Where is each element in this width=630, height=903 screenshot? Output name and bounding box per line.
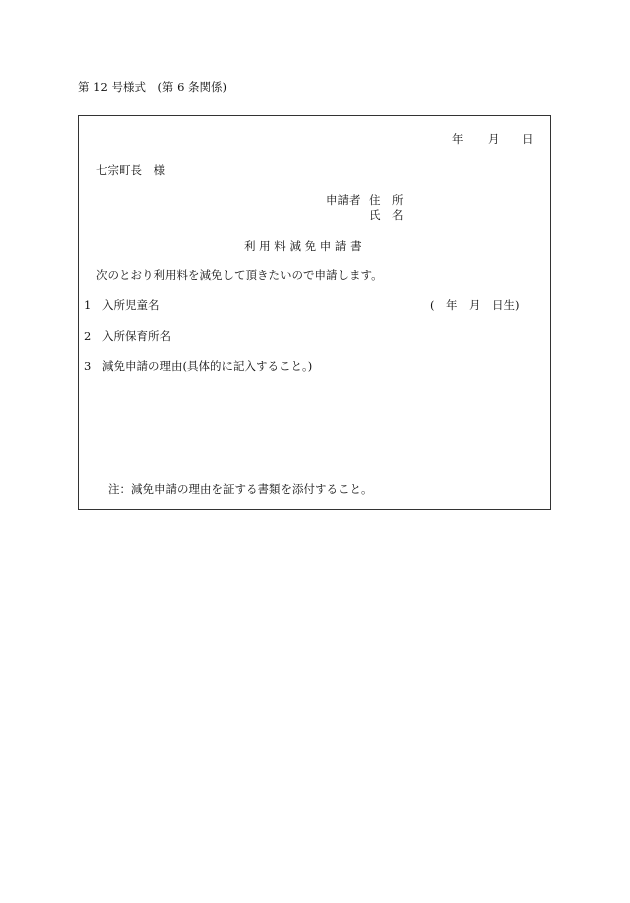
- birth-date: ( 年 月 日生): [430, 298, 520, 312]
- addressee: 七宗町長 様: [96, 163, 165, 177]
- date-line: [452, 132, 534, 146]
- item-3-label: 減免申請の理由(具体的に記入すること。): [102, 359, 313, 373]
- date-day-label: 日: [522, 132, 534, 146]
- applicant-name-label: 氏 名: [369, 208, 404, 222]
- form-number: 第 12 号様式 (第 6 条関係): [78, 80, 228, 94]
- date-year-label: 年: [452, 132, 464, 146]
- footnote: 注：減免申請の理由を証する書類を添付すること。: [108, 482, 373, 496]
- item-1-label: 入所児童名: [102, 298, 160, 312]
- intro-text: 次のとおり利用料を減免して頂きたいので申請します。: [96, 268, 383, 282]
- date-month-label: 月: [488, 132, 500, 146]
- item-1-number: 1: [84, 298, 92, 312]
- item-2-number: 2: [84, 329, 92, 343]
- applicant-label: 申請者: [326, 193, 361, 207]
- applicant-address-label: 住 所: [369, 193, 404, 207]
- item-3-number: 3: [84, 359, 92, 373]
- item-2-label: 入所保育所名: [102, 329, 171, 343]
- form-title: 利 用 料 減 免 申 請 書: [244, 239, 362, 253]
